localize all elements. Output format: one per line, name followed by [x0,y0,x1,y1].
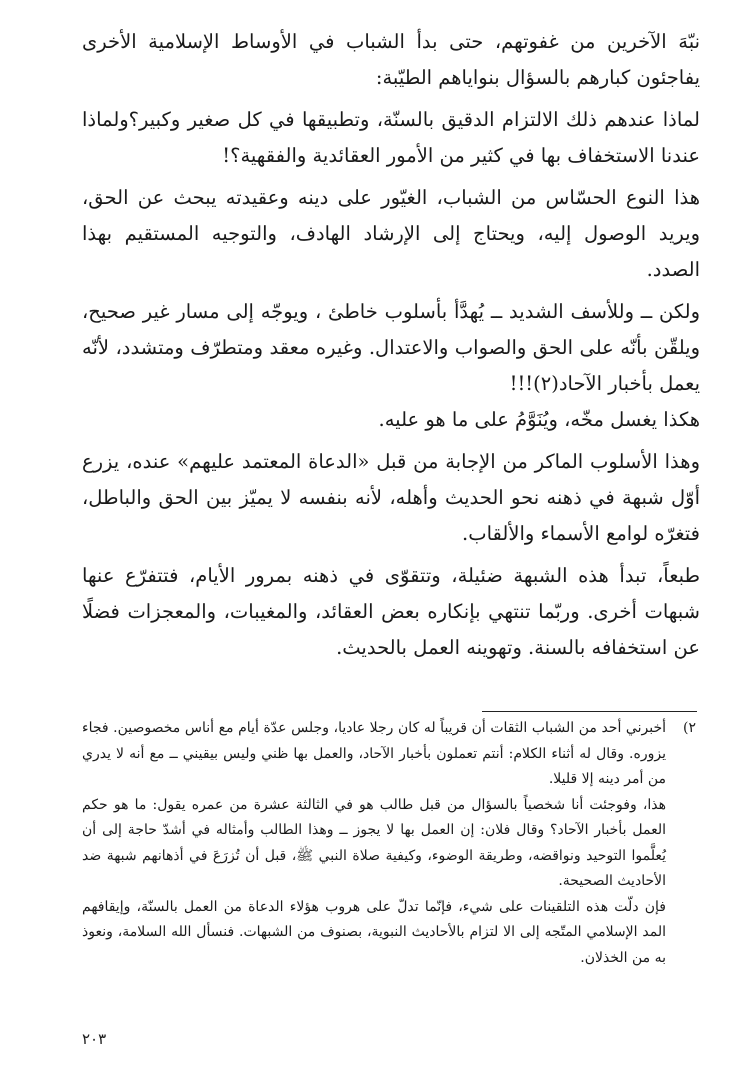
paragraph-5: هكذا يغسل مخّه، ويُنَوَّمُ على ما هو عليه. [378,408,700,431]
footnote-paragraph-1: أخبرني أحد من الشباب الثقات أن قريباً له كان رجلا عاديا، وجلس عدّة أيام مع أناس مخصوصين. فجاء يزوره. وقال له أثناء الكلام: أنتم تعملون بأخبار الآحاد، والعمل بها ظني وليس بيقيني ــ مع أنه لا يدري من أمر دينه إلا قليلا. [82,720,666,787]
paragraph-2: لماذا عندهم ذلك الالتزام الدقيق بالسنّة، وتطبيقها في كل صغير وكبير؟ولماذا عندنا الاستخفاف بها في كثير من الأمور العقائدية والفقهية؟! [82,108,700,167]
footnote-separator [482,711,697,712]
paragraph-1: نبّهَ الآخرين من غفوتهم، حتى بدأ الشباب في الأوساط الإسلامية الأخرى يفاجئون كبارهم بالسؤال بنواياهم الطيّبة: [82,30,700,89]
paragraph-4: ولكن ــ وللأسف الشديد ــ يُهدَّأ بأسلوب خاطئ ، ويوجّه إلى مسار غير صحيح، ويلقّن بأنّه على الحق والصواب والاعتدال. وغيره معقد ومتطرّف ومتشدد، لأنّه يعمل بأخبار الآحاد(٢)!!! [82,300,700,395]
footnote-paragraph-3: فإن دلّت هذه التلقينات على شيء، فإنّما تدلّ على هروب هؤلاء الدعاة من العمل بالسنّة، وإيقافهم المد الإسلامي المتّجه إلى الا لتزام بالأحاديث النبوية، بصنوف من الشبهات. فنسأل الله السلامة، ونعوذ به من الخذلان. [82,898,666,966]
footnote-marker: ٢) [683,720,696,736]
paragraph-7: طبعاً، تبدأ هذه الشبهة ضئيلة، وتتقوّى في ذهنه بمرور الأيام، فتتفرّع عنها شبهات أخرى. وربّما تنتهي بإنكاره بعض العقائد، والمغيبات، والمعجزات فضلًا عن استخفافه بالسنة. وتهوينه العمل بالحديث. [82,564,700,659]
page-number: ٢٠٣ [82,1030,107,1048]
paragraph-3: هذا النوع الحسّاس من الشباب، الغيّور على دينه وعقيدته يبحث عن الحق، ويريد الوصول إليه، ويحتاج إلى الإرشاد الهادف، والتوجيه المستقيم بهذا الصدد. [82,186,700,281]
footnote-paragraph-2: هذا، وفوجئت أنا شخصياً بالسؤال من قبل طالب هو في الثالثة عشرة من عمره يقول: ما هو حكم العمل بأخبار الآحاد؟ وقال فلان: إن العمل بها لا يجوز ــ وهذا الطالب وأمثاله في أشدّ حاجة إلى أن يُعلَّموا التوحيد ونواقضه، وطريقة الوضوء، وكيفية صلاة النبي ﷺ، قبل أن تُزرَعَ في أذهانهم شبهة ضد الأحاديث الصحيحة. [82,796,666,889]
footnotes [82,716,700,971]
footnote-2 [82,716,700,971]
paragraph-6: وهذا الأسلوب الماكر من الإجابة من قبل «الدعاة المعتمد عليهم» عنده، يزرع أوّل شبهة في ذهنه نحو الحديث وأهله، لأنه بنفسه لا يميّز بين الحق والباطل، فتغرّه لوامع الأسماء والألقاب. [82,450,700,545]
main-text [82,24,700,672]
footnote-body [82,716,666,971]
